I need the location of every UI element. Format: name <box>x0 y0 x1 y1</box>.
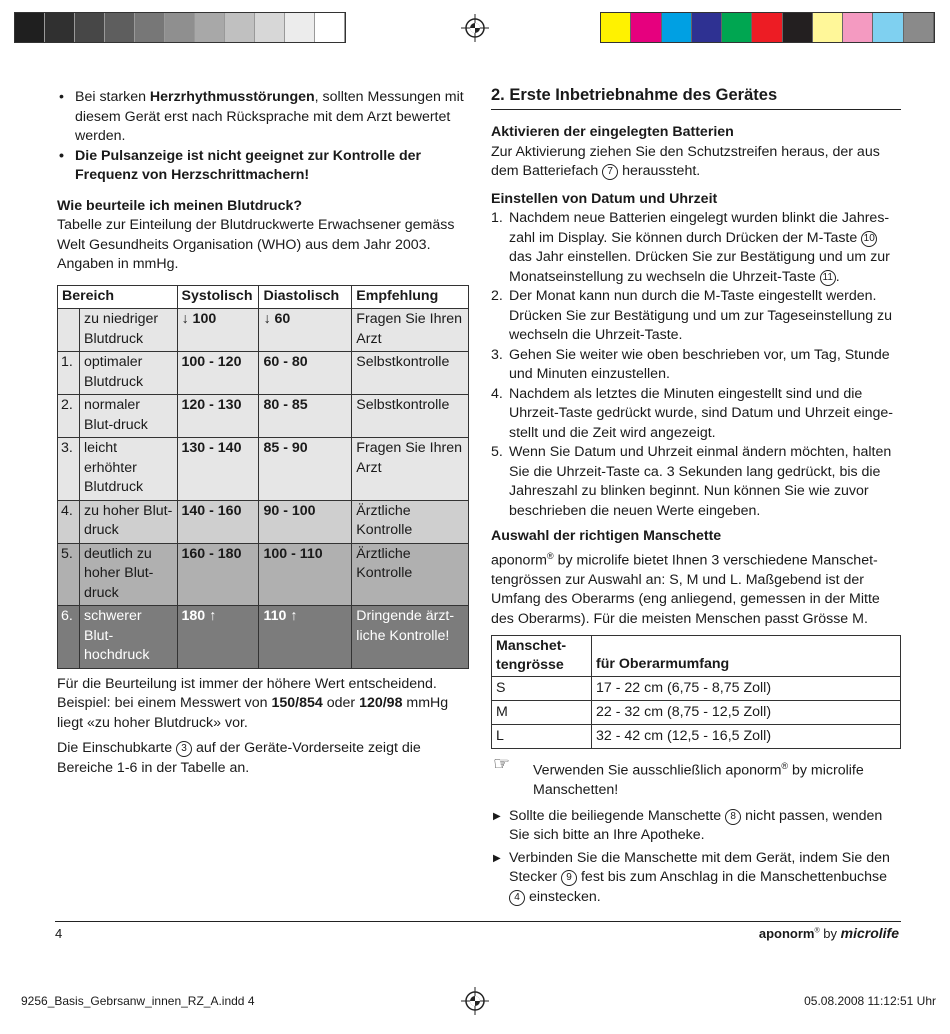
row-sys: 130 - 140 <box>177 438 259 501</box>
pointing-hand-icon: ☞ <box>493 754 511 776</box>
row-sys: 120 - 130 <box>177 395 259 438</box>
row-dia: 60 - 80 <box>259 352 352 395</box>
table-row <box>58 309 469 352</box>
table-row <box>58 543 469 606</box>
color-swatch <box>873 13 903 42</box>
datetime-steps <box>491 209 901 521</box>
cuff-size: L <box>492 725 592 749</box>
battery-text: Zur Aktivierung ziehen Sie den Schutzstreifen heraus, der aus dem Batteriefach 7 heraussteht. <box>491 143 880 179</box>
gray-swatch <box>15 13 45 42</box>
table-row <box>58 606 469 669</box>
gray-swatch <box>255 13 285 42</box>
row-rec: Ärztliche Kontrolle <box>352 500 469 543</box>
grayscale-color-bar <box>14 12 346 43</box>
registration-mark-icon <box>461 14 489 42</box>
row-sys: 100 - 120 <box>177 352 259 395</box>
color-swatch <box>783 13 813 42</box>
row-sys: ↓ 100 <box>177 309 259 352</box>
table-header: Systolisch <box>177 285 259 309</box>
gray-swatch <box>135 13 165 42</box>
row-dia: 100 - 110 <box>259 543 352 606</box>
color-swatch <box>631 13 661 42</box>
row-range: schwerer Blut-hochdruck <box>84 608 150 663</box>
page-number: 4 <box>55 926 63 941</box>
color-swatch <box>692 13 722 42</box>
cmyk-color-bar <box>600 12 935 43</box>
row-dia: 90 - 100 <box>259 500 352 543</box>
row-rec: Ärztliche Kontrolle <box>352 543 469 606</box>
sub-battery: Aktivieren der eingelegten Batterien <box>491 124 734 140</box>
datetime-step: 3. Gehen Sie weiter wie oben beschrieben vor, um Tag, Stunde und Minuten einzustellen. <box>491 346 890 382</box>
cuff-size: M <box>492 701 592 725</box>
triangle-right-icon: ▶ <box>493 852 501 864</box>
cuff-range: 17 - 22 cm (6,75 - 8,75 Zoll) <box>592 677 901 701</box>
gray-swatch <box>45 13 75 42</box>
datetime-step: 1. Nachdem neue Batterien eingelegt wurden blinkt die Jahres-zahl im Display. Sie können durch Drücken der M-Taste 10 das Jahr einstellen. Drücken Sie zur Bestätigung und um zur Monatseinstellung zu wechseln die Uhrzeit-Taste 11 . <box>491 210 890 285</box>
row-dia: 85 - 90 <box>259 438 352 501</box>
row-range: deutlich zu hoher Blut-druck <box>84 545 154 601</box>
datetime-step: 5. Wenn Sie Datum und Uhrzeit einmal ändern möchten, halten Sie die Uhrzeit-Taste ca. 3 Sekunden lang gedrückt, bis die Jahreszahl zu blinken beginnt. Nun können Sie wie zuvor beschrieben die neuen Werte eingeben. <box>491 444 892 519</box>
right-column <box>491 84 901 907</box>
gray-swatch <box>75 13 105 42</box>
table-header: Empfehlung <box>352 285 469 309</box>
table-row <box>492 677 901 701</box>
row-number: 3. <box>58 438 80 500</box>
row-number: 4. <box>58 501 80 543</box>
table-row <box>58 395 469 438</box>
gray-swatch <box>315 13 345 42</box>
table-row <box>58 438 469 501</box>
sub-datetime: Einstellen von Datum und Uhrzeit <box>491 190 718 207</box>
gray-swatch <box>285 13 315 42</box>
bullet-pacemaker: • Die Pulsanzeige ist nicht geeignet zur Kontrolle der Frequenz von Herzschrittmachern! <box>57 147 473 186</box>
table-row <box>492 701 901 725</box>
row-range: zu hoher Blut-druck <box>84 502 173 538</box>
bullet-arrhythmia: • Bei starken Herzrhythmusstörungen, sollten Messungen mit diesem Gerät erst nach Rücksprache mit dem Arzt bewertet werden. <box>57 88 473 147</box>
color-swatch <box>813 13 843 42</box>
color-swatch <box>843 13 873 42</box>
registration-mark-icon <box>461 987 489 1015</box>
table-header: Manschet-tengrösse <box>492 636 592 677</box>
row-dia: ↓ 60 <box>259 309 352 352</box>
table-row <box>492 725 901 749</box>
row-number: 5. <box>58 544 80 606</box>
color-swatch <box>752 13 782 42</box>
footer-rule <box>55 921 901 922</box>
row-rec: Fragen Sie Ihren Arzt <box>352 309 469 352</box>
row-rec: Dringende ärzt-liche Kontrolle! <box>352 606 469 669</box>
row-rec: Selbstkontrolle <box>352 352 469 395</box>
arrow-item-connect: ▶ Verbinden Sie die Manschette mit dem Gerät, indem Sie den Stecker 9 fest bis zum Anschlag in die Manschettenbuchse 4 einstecken. <box>493 849 890 905</box>
table-header: Diastolisch <box>259 285 352 309</box>
bp-heading: Wie beurteile ich meinen Blutdruck? <box>57 197 303 214</box>
gray-swatch <box>105 13 135 42</box>
row-range: optimaler Blutdruck <box>84 354 144 390</box>
row-sys: 180 ↑ <box>177 606 259 669</box>
evaluation-note: Für die Beurteilung ist immer der höhere Wert entscheidend. Beispiel: bei einem Messwert von 150/854 oder 120/98 mmHg liegt «zu hoher Blutdruck» vor. <box>57 675 449 731</box>
triangle-right-icon: ▶ <box>493 810 501 822</box>
cuff-size: S <box>492 677 592 701</box>
insert-card-note: Die Einschubkarte 3 auf der Geräte-Vorderseite zeigt die Bereiche 1-6 in der Tabelle an. <box>57 740 421 776</box>
arrow-item-pharmacy: ▶ Sollte die beiliegende Manschette 8 nicht passen, wenden Sie sich bitte an Ihre Apotheke. <box>493 807 883 844</box>
row-number: 1. <box>58 352 80 394</box>
gray-swatch <box>165 13 195 42</box>
row-sys: 160 - 180 <box>177 543 259 606</box>
slug-filename: 9256_Basis_Gebrsanw_innen_RZ_A.indd 4 <box>21 994 255 1008</box>
color-swatch <box>722 13 752 42</box>
color-swatch <box>601 13 631 42</box>
table-row <box>58 352 469 395</box>
brand-logo: aponorm® by microlife <box>758 925 899 941</box>
cuff-range: 22 - 32 cm (8,75 - 12,5 Zoll) <box>592 701 901 725</box>
row-rec: Selbstkontrolle <box>352 395 469 438</box>
cuff-text: aponorm® by microlife bietet Ihnen 3 verschiedene Manschet-tengrössen zur Auswahl an: S, M und L. Maßgebend ist der Umfang des Oberarms (eng anliegend, gemessen in der Mitte des Oberarms). Für die meisten Menschen passt Grösse M. <box>491 550 880 627</box>
bp-intro: Tabelle zur Einteilung der Blutdruckwerte Erwachsener gemäss Welt Gesundheits Organisation (WHO) aus dem Jahr 2003. Angaben in mmHg. <box>57 217 455 272</box>
row-sys: 140 - 160 <box>177 500 259 543</box>
row-number: 2. <box>58 395 80 437</box>
row-number: 6. <box>58 606 80 668</box>
cuff-range: 32 - 42 cm (12,5 - 16,5 Zoll) <box>592 725 901 749</box>
cuff-note: ☞ Verwenden Sie ausschließlich aponorm® by microlife Manschetten! <box>493 754 864 799</box>
row-range: zu niedriger Blutdruck <box>84 311 159 347</box>
table-header: für Oberarmumfang <box>592 636 901 677</box>
color-swatch <box>904 13 934 42</box>
gray-swatch <box>225 13 255 42</box>
color-swatch <box>662 13 692 42</box>
section-title: 2. Erste Inbetriebnahme des Gerätes <box>491 84 901 110</box>
gray-swatch <box>195 13 225 42</box>
row-dia: 110 ↑ <box>259 606 352 669</box>
row-dia: 80 - 85 <box>259 395 352 438</box>
slug-timestamp: 05.08.2008 11:12:51 Uhr <box>804 994 936 1008</box>
datetime-step: 2. Der Monat kann nun durch die M-Taste eingestellt werden. Drücken Sie zur Bestätigung und um zur Tageseinstellung zu wechseln die Uhrzeit-Taste. <box>491 288 893 343</box>
table-header: Bereich <box>58 285 178 309</box>
table-row <box>58 500 469 543</box>
left-column <box>57 88 473 778</box>
row-range: normaler Blut-druck <box>84 397 148 433</box>
cuff-table <box>491 635 901 749</box>
row-number <box>58 309 80 351</box>
bp-table <box>57 285 469 669</box>
row-rec: Fragen Sie Ihren Arzt <box>352 438 469 501</box>
datetime-step: 4. Nachdem als letztes die Minuten eingestellt sind und die Uhrzeit-Taste gedrückt wurde, sind Datum und Uhrzeit einge-stellt und die Zeit wird angezeigt. <box>491 385 894 441</box>
row-range: leicht erhöhter Blutdruck <box>84 440 144 495</box>
sub-cuff: Auswahl der richtigen Manschette <box>491 528 722 544</box>
